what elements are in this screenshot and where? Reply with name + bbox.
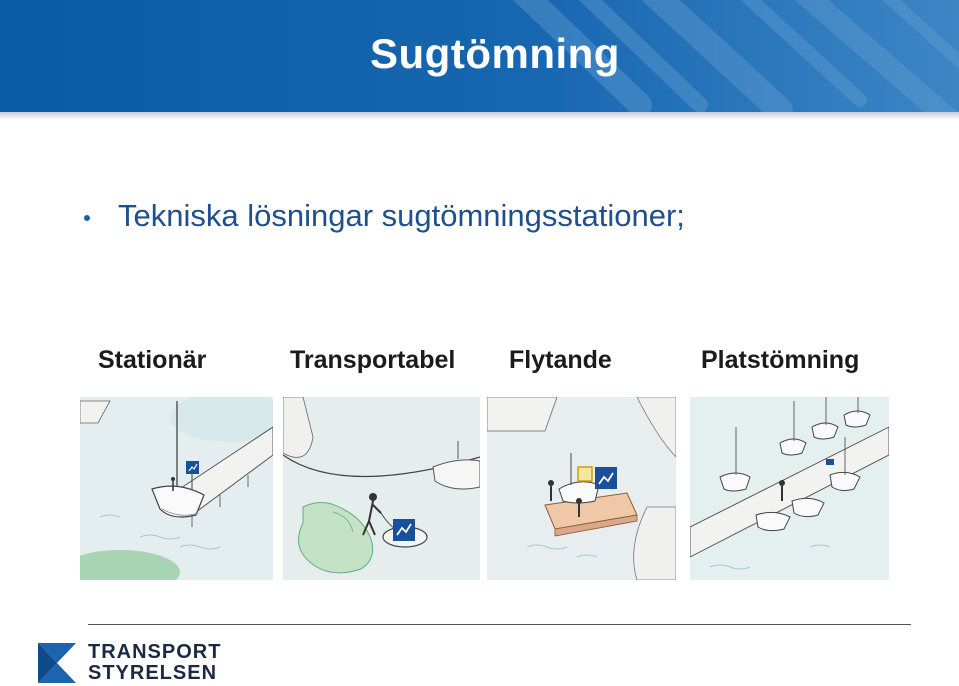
logo-text-line1: TRANSPORT bbox=[88, 641, 222, 663]
bullet-dot bbox=[84, 215, 90, 221]
header-shadow bbox=[0, 112, 959, 120]
illustration-platstomning bbox=[690, 397, 889, 580]
logo-mark-icon bbox=[38, 643, 76, 683]
transportstyrelsen-logo bbox=[38, 642, 221, 684]
footer-divider bbox=[88, 624, 911, 625]
illustration-flytande bbox=[487, 397, 676, 580]
header-banner bbox=[0, 0, 959, 112]
illustration-stationar bbox=[80, 397, 273, 580]
caption-flytande: Flytande bbox=[509, 346, 612, 374]
logo-text-line2: STYRELSEN bbox=[88, 662, 218, 684]
page-title: Sugtömning bbox=[370, 30, 620, 77]
caption-transportabel: Transportabel bbox=[290, 346, 456, 374]
bullet-item bbox=[84, 198, 685, 234]
caption-stationar: Stationär bbox=[98, 346, 207, 374]
sign-icon bbox=[826, 459, 834, 465]
bullet-text: Tekniska lösningar sugtömningsstationer; bbox=[118, 198, 685, 233]
illustration-transportabel bbox=[283, 397, 480, 580]
caption-platstomning: Platstömning bbox=[701, 346, 860, 374]
